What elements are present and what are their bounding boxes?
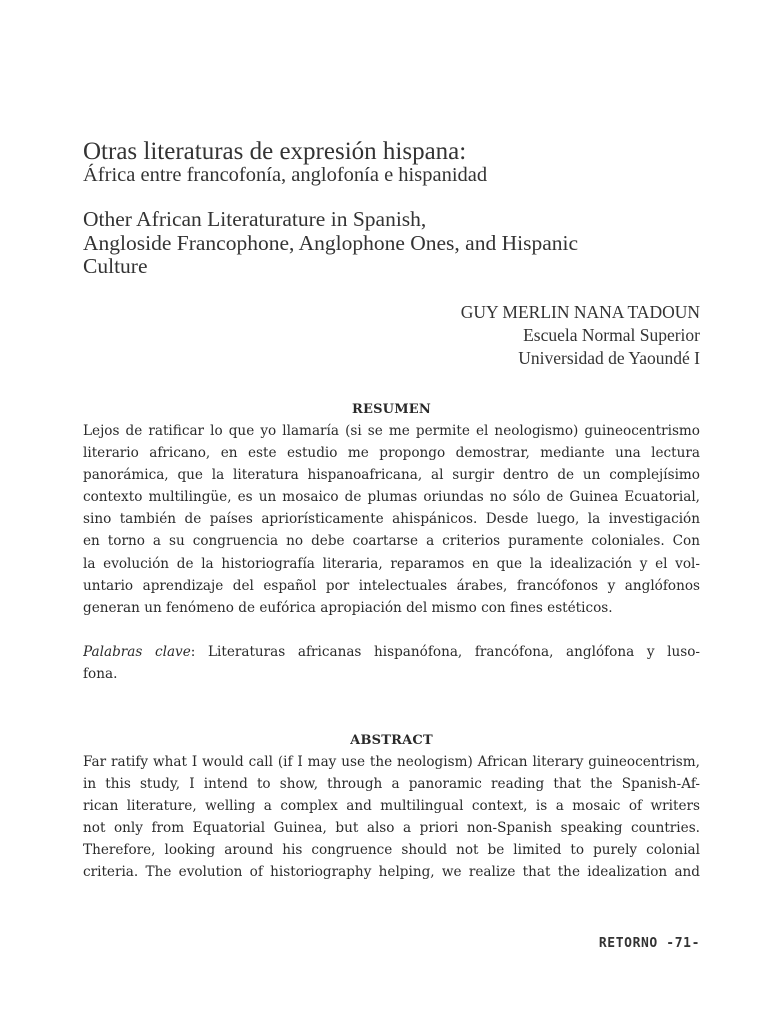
keywords-line [83, 641, 700, 663]
resumen-line: en torno a su congruencia no debe coartarse a criterios puramente coloniales. Con [83, 533, 700, 550]
author-institution: Escuela Normal Superior [523, 325, 700, 345]
english-title [83, 208, 700, 279]
english-title-line: Other African Literaturature in Spanish, [83, 207, 427, 231]
english-title-line: Culture [83, 254, 148, 278]
abstract-paragraph [83, 751, 700, 884]
page-footer: RETORNO -71- [598, 936, 700, 951]
keywords-line-end: fona. [83, 666, 118, 683]
abstract-line: not only from Equatorial Guinea, but also a priori non-Spanish speaking countries. [83, 820, 700, 837]
author-name: GUY MERLIN NANA TADOUN [460, 302, 700, 322]
resumen-paragraph [83, 420, 700, 619]
spanish-subtitle: África entre francofonía, anglofonía e hispanidad [83, 164, 488, 186]
author-university: Universidad de Yaoundé I [518, 348, 700, 368]
resumen-line: untario aprendizaje del español por intelectuales árabes, francófonos y anglófonos [83, 577, 700, 594]
english-title-line: Angloside Francophone, Anglophone Ones, and Hispanic [83, 230, 579, 255]
resumen-line: la evolución de la historiografía literaria, reparamos en que la idealización y el vol- [83, 555, 700, 572]
resumen-line: generan un fenómeno de eufórica apropiación del mismo con fines estéticos. [83, 599, 613, 616]
resumen-heading: RESUMEN [351, 402, 432, 417]
resumen-line: Lejos de ratificar lo que yo llamaría (si se me permite el neologismo) guineocentrismo [83, 423, 700, 439]
abstract-heading: ABSTRACT [350, 733, 433, 748]
resumen-line: sino también de países apriorísticamente ahispánicos. Desde luego, la investigación [83, 511, 700, 528]
abstract-line: criteria. The evolution of historiography helping, we realize that the idealization and [83, 864, 700, 881]
resumen-line: panorámica, que la literatura hispanoafricana, al surgir dentro de un complejísimo [83, 467, 700, 484]
author-block [461, 301, 700, 370]
abstract-line: Therefore, looking around his congruence should not be limited to purely colonial [83, 842, 700, 859]
keywords-label: Palabras clave [83, 644, 191, 660]
document-page [83, 0, 700, 1024]
abstract-line: rican literature, welling a complex and multilingual context, is a mosaic of writers [83, 798, 700, 815]
spanish-title: Otras literaturas de expresión hispana: [83, 138, 467, 165]
resumen-line: literario africano, en este estudio me propongo demostrar, mediante una lectura [83, 445, 700, 462]
keywords-text: : Literaturas africanas hispanófona, francófona, anglófona y luso- [190, 644, 700, 660]
abstract-line: in this study, I intend to show, through a panoramic reading that the Spanish-Af- [83, 776, 700, 793]
resumen-line: contexto multilingüe, es un mosaico de plumas oriundas no sólo de Guinea Ecuatorial, [83, 489, 700, 506]
abstract-line: Far ratify what I would call (if I may use the neologism) African literary guineocentrism, [83, 754, 700, 770]
keywords-paragraph [83, 641, 700, 685]
